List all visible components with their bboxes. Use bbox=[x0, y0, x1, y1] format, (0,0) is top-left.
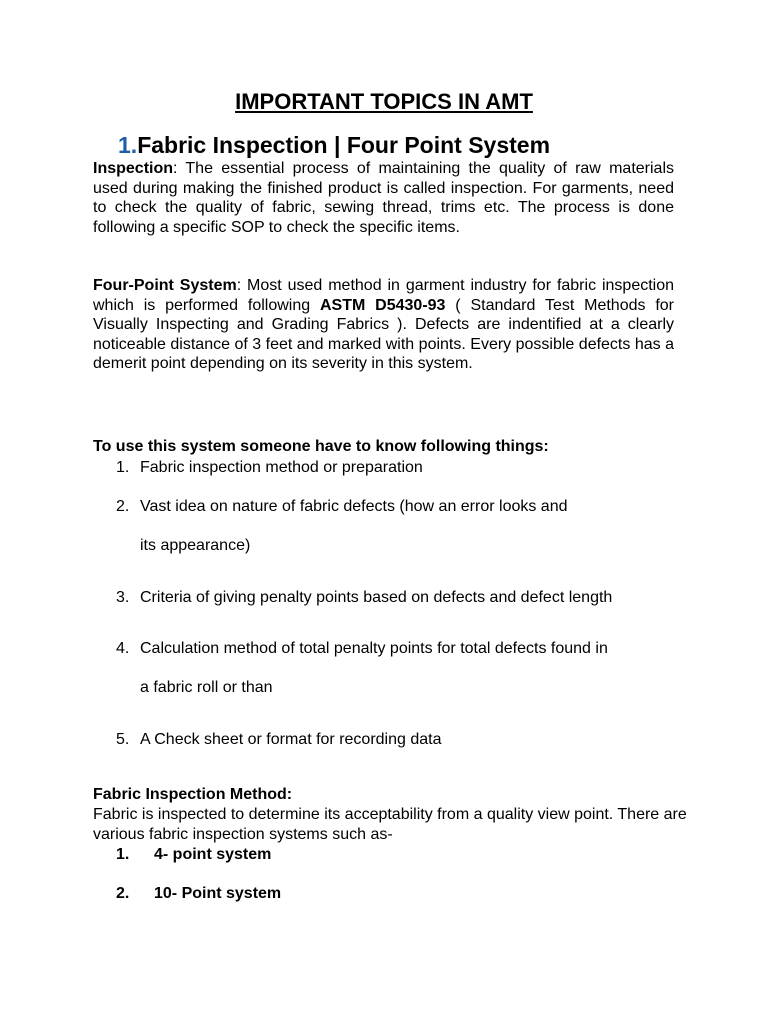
list-text: Criteria of giving penalty points based on defects and defect length bbox=[140, 589, 613, 606]
document-title: IMPORTANT TOPICS IN AMT bbox=[235, 89, 533, 114]
list-number: 1. bbox=[116, 846, 130, 863]
list-text: 10- Point system bbox=[154, 885, 282, 902]
four-point-text-after: ( Standard Test Methods for Visually Inspecting and Grading Fabrics ). Defects are indentified at a clearly noticeable distance of 3 feet and marked with points. Every possible defects has a demerit point depending on its severity in this system. bbox=[93, 296, 675, 373]
four-point-text-before: : Most used method in garment industry for fabric inspection which is performed following bbox=[93, 277, 675, 314]
method-heading: Fabric Inspection Method: bbox=[93, 786, 293, 803]
four-point-paragraph bbox=[93, 276, 674, 374]
method-paragraph: Fabric is inspected to determine its acceptability from a quality view point. There are various fabric inspection systems such as- bbox=[93, 806, 687, 843]
list-number: 2. bbox=[116, 885, 130, 902]
section-heading-text: Fabric Inspection | Four Point System bbox=[137, 132, 551, 158]
list-number: 4. bbox=[116, 640, 130, 657]
list-number: 3. bbox=[116, 589, 130, 606]
four-point-term: Four-Point System bbox=[93, 277, 237, 294]
list-text: Vast idea on nature of fabric defects (how an error looks and bbox=[140, 498, 568, 515]
inspection-text: : The essential process of maintaining the quality of raw materials used during making the finished product is called inspection. For garments, need to check the quality of fabric, sewing thread, trims etc. The process is done following a specific SOP to check the specific items. bbox=[93, 160, 674, 236]
list-text: Calculation method of total penalty points for total defects found in bbox=[140, 640, 608, 657]
inspection-paragraph bbox=[93, 159, 674, 237]
inspection-term: Inspection bbox=[93, 160, 174, 177]
list-text-continued: its appearance) bbox=[140, 537, 251, 554]
list-number: 5. bbox=[116, 731, 130, 748]
list-text-continued: a fabric roll or than bbox=[140, 679, 273, 696]
list-text: A Check sheet or format for recording data bbox=[140, 731, 442, 748]
list-number: 2. bbox=[116, 498, 130, 515]
list-text: 4- point system bbox=[154, 846, 272, 863]
list-text: Fabric inspection method or preparation bbox=[140, 459, 423, 476]
astm-standard: ASTM D5430-93 bbox=[320, 296, 446, 314]
section-number: 1. bbox=[118, 132, 138, 158]
list-number: 1. bbox=[116, 459, 130, 476]
section-heading bbox=[118, 130, 550, 160]
requirements-heading: To use this system someone have to know following things: bbox=[93, 438, 549, 455]
